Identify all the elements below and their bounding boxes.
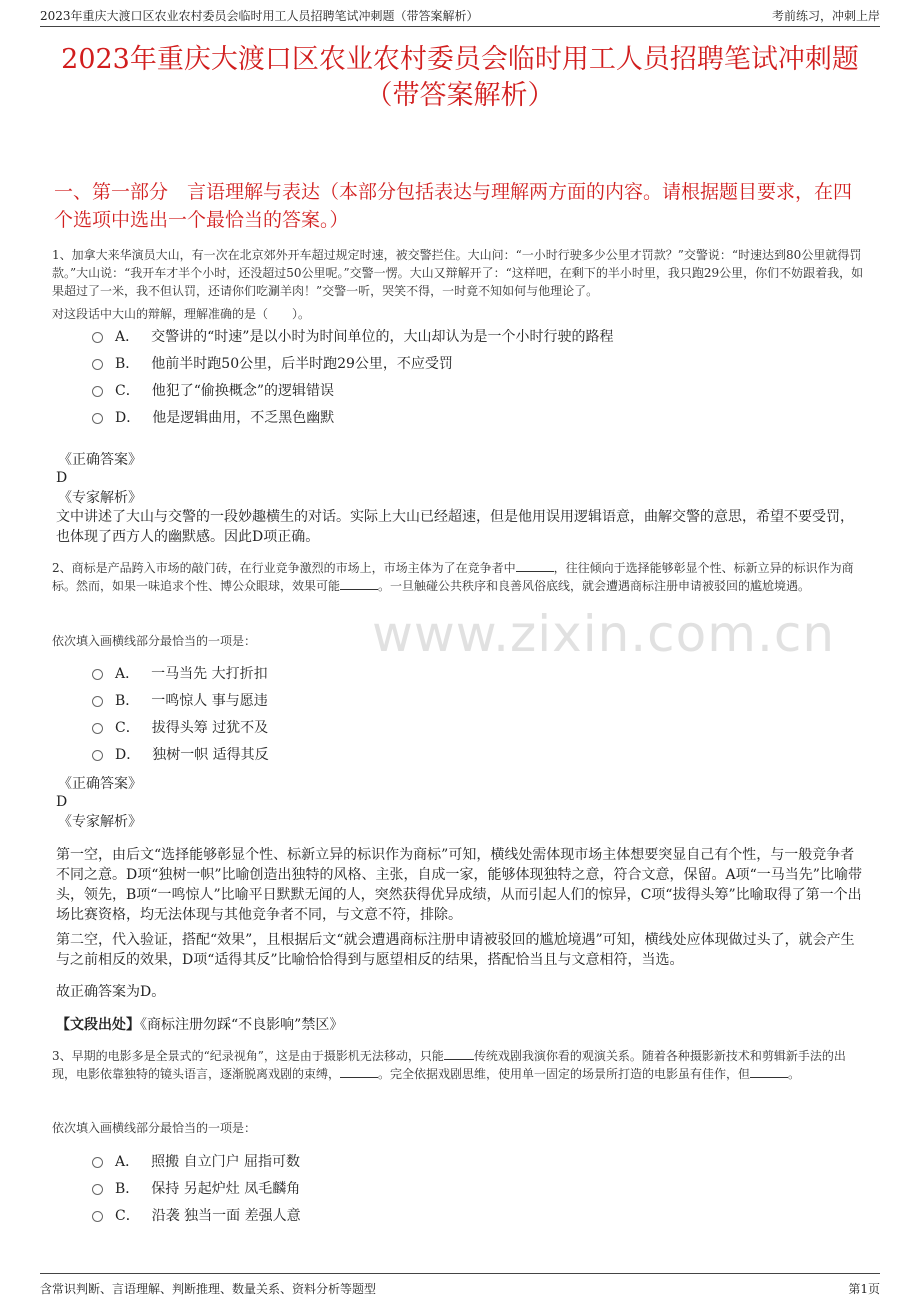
- q2-option-b[interactable]: [92, 691, 268, 711]
- radio-icon[interactable]: [92, 1184, 103, 1195]
- q2-answer-label: 《正确答案》: [58, 776, 142, 792]
- question-2-stem: [52, 559, 864, 595]
- q2-analysis-para-2: 第二空，代入验证，搭配“效果”，且根据后文“就会遭遇商标注册申请被驳回的尴尬境遇”可知，横线处应体现做过头了，就会产生与之前相反的效果，D项“适得其反”比喻恰恰得到与愿望相反的结果，搭配恰当且与文意相符，当选。: [56, 932, 855, 968]
- q1-analysis: 文中讲述了大山与交警的一段妙趣横生的对话。实际上大山已经超速，但是他用误用逻辑语意，曲解交警的意思，希望不要受罚，也体现了西方人的幽默感。因此D项正确。: [56, 509, 854, 545]
- q2-analysis-para-1: 第一空，由后文“选择能够彰显个性、标新立异的标识作为商标”可知，横线处需体现市场主体想要突显自己有个性，与一般竞争者不同之意。D项“独树一帜”比喻创造出独特的风格、主张，自成一家，能够体现独特之意，符合文意，保留。A项“一马当先”比喻带头，领先，B项“一鸣惊人”比喻平日默默无闻的人，突然获得优异成绩，从而引起人们的惊异，C项“拔得头筹”比喻取得了第一个出场比赛资格，均无法体现与其他竞争者不同，与文意不符，排除。: [56, 847, 862, 923]
- option-letter: D．: [115, 747, 141, 763]
- q2-conclusion: 故正确答案为D。: [56, 984, 166, 1000]
- option-text: 他前半时跑50公里，后半时跑29公里，不应受罚: [151, 356, 453, 372]
- q3-option-b[interactable]: [92, 1179, 300, 1199]
- stem-text: 。一旦触碰公共秩序和良善风俗底线，就会遭遇商标注册申请被驳回的尴尬境遇。: [378, 579, 811, 593]
- stem-text: 2、商标是产品跨入市场的敲门砖，在行业竞争激烈的市场上，市场主体为了在竞争者中: [52, 561, 516, 575]
- radio-icon[interactable]: [92, 1211, 103, 1222]
- q1-option-c[interactable]: [92, 381, 334, 401]
- answer-blank: [444, 1047, 474, 1060]
- radio-icon[interactable]: [92, 386, 103, 397]
- option-letter: C．: [115, 720, 140, 736]
- source-tag: 【文段出处】: [56, 1017, 140, 1033]
- option-letter: B．: [115, 693, 140, 709]
- radio-icon[interactable]: [92, 723, 103, 734]
- q1-option-b[interactable]: [92, 354, 453, 374]
- option-letter: A．: [115, 666, 140, 682]
- page-title: 2023年重庆大渡口区农业农村委员会临时用工人员招聘笔试冲刺题（带答案解析）: [61, 44, 859, 111]
- option-text: 拔得头筹 过犹不及: [151, 720, 269, 736]
- radio-icon[interactable]: [92, 359, 103, 370]
- option-text: 交警讲的“时速”是以小时为时间单位的，大山却认为是一个小时行驶的路程: [151, 329, 614, 345]
- q3-option-c[interactable]: [92, 1206, 301, 1226]
- header-slogan: 考前练习，冲刺上岸: [771, 9, 880, 23]
- option-text: 沿袭 独当一面 差强人意: [151, 1208, 301, 1224]
- q1-option-d[interactable]: [92, 408, 334, 428]
- option-letter: C．: [115, 383, 140, 399]
- q2-option-d[interactable]: [92, 745, 269, 765]
- option-text: 他是逻辑曲用，不乏黑色幽默: [152, 410, 335, 426]
- option-letter: C．: [115, 1208, 140, 1224]
- answer-blank: [516, 559, 554, 572]
- source-text: 《商标注册勿踩“不良影响”禁区》: [140, 1017, 344, 1033]
- page-header: [40, 0, 880, 27]
- radio-icon[interactable]: [92, 413, 103, 424]
- question-3-stem: [52, 1047, 864, 1083]
- q1-answer-label: 《正确答案》: [58, 452, 142, 468]
- page-footer: [40, 1273, 880, 1302]
- question-3-ask: 依次填入画横线部分最恰当的一项是：: [52, 1121, 257, 1135]
- q1-analysis-label: 《专家解析》: [58, 490, 142, 506]
- option-text: 保持 另起炉灶 凤毛麟角: [151, 1181, 301, 1197]
- radio-icon[interactable]: [92, 1157, 103, 1168]
- option-letter: A．: [115, 329, 140, 345]
- option-text: 照搬 自立门户 屈指可数: [151, 1154, 301, 1170]
- radio-icon[interactable]: [92, 332, 103, 343]
- q1-option-a[interactable]: [92, 327, 613, 347]
- q2-option-a[interactable]: [92, 664, 268, 684]
- q2-source: [56, 1015, 862, 1035]
- answer-blank: [750, 1065, 788, 1078]
- q1-answer: D: [56, 470, 68, 486]
- stem-text: 。: [788, 1067, 801, 1081]
- question-2-ask: 依次填入画横线部分最恰当的一项是：: [52, 634, 257, 648]
- footer-note: 含常识判断、言语理解、判断推理、数量关系、资料分析等题型: [40, 1282, 377, 1296]
- header-title: 2023年重庆大渡口区农业农村委员会临时用工人员招聘笔试冲刺题（带答案解析）: [40, 9, 479, 23]
- q3-option-a[interactable]: [92, 1152, 300, 1172]
- q2-option-c[interactable]: [92, 718, 268, 738]
- stem-text: ，往往倾向于选择能够彰显个性、标新立异的标识作为商标。然而，如果一味追求个性、博公众眼球，效果可能: [52, 561, 854, 593]
- q2-answer: D: [56, 794, 68, 810]
- q2-analysis-label: 《专家解析》: [58, 814, 142, 830]
- option-letter: A．: [115, 1154, 140, 1170]
- stem-text: 。完全依据戏剧思维，使用单一固定的场景所打造的电影虽有佳作，但: [378, 1067, 751, 1081]
- option-letter: B．: [115, 356, 140, 372]
- option-letter: B．: [115, 1181, 140, 1197]
- answer-blank: [340, 1065, 378, 1078]
- radio-icon[interactable]: [92, 750, 103, 761]
- section-heading: 一、第一部分 言语理解与表达（本部分包括表达与理解两方面的内容。请根据题目要求，在四个选项中选出一个最恰当的答案。）: [54, 181, 853, 231]
- option-text: 独树一帜 适得其反: [152, 747, 269, 763]
- option-text: 一马当先 大打折扣: [151, 666, 268, 682]
- option-text: 一鸣惊人 事与愿违: [151, 693, 268, 709]
- option-text: 他犯了“偷换概念”的逻辑错误: [151, 383, 335, 399]
- page-number: 第1页: [848, 1282, 880, 1296]
- answer-blank: [340, 577, 378, 590]
- stem-text: 3、早期的电影多是全景式的“纪录视角”，这是由于摄影机无法移动，只能: [52, 1049, 444, 1063]
- option-letter: D．: [115, 410, 141, 426]
- question-1-ask: 对这段话中大山的辩解，理解准确的是（ ）。: [52, 307, 311, 321]
- question-1-stem: 1、加拿大来华演员大山，有一次在北京郊外开车超过规定时速，被交警拦住。大山问：“一小时行驶多少公里才罚款？”交警说：“时速达到80公里就得罚款。”大山说：“我开车才半个小时，还没超过50公里呢。”交警一愣。大山又辩解开了：“这样吧，在剩下的半小时里，我只跑29公里，你们不妨跟着我，如果超过了一米，我不但认罚，还请你们吃涮羊肉！”交警一听，哭笑不得，一时竟不知如何与他理论了。: [52, 248, 864, 298]
- watermark: www.zixin.com.cn: [372, 605, 836, 663]
- stem-text: 传统戏剧我演你看的观演关系。随着各种摄影新技术和剪辑新手法的出现，电影依靠独特的镜头语言，逐渐脱离戏剧的束缚，: [52, 1049, 846, 1081]
- radio-icon[interactable]: [92, 696, 103, 707]
- radio-icon[interactable]: [92, 669, 103, 680]
